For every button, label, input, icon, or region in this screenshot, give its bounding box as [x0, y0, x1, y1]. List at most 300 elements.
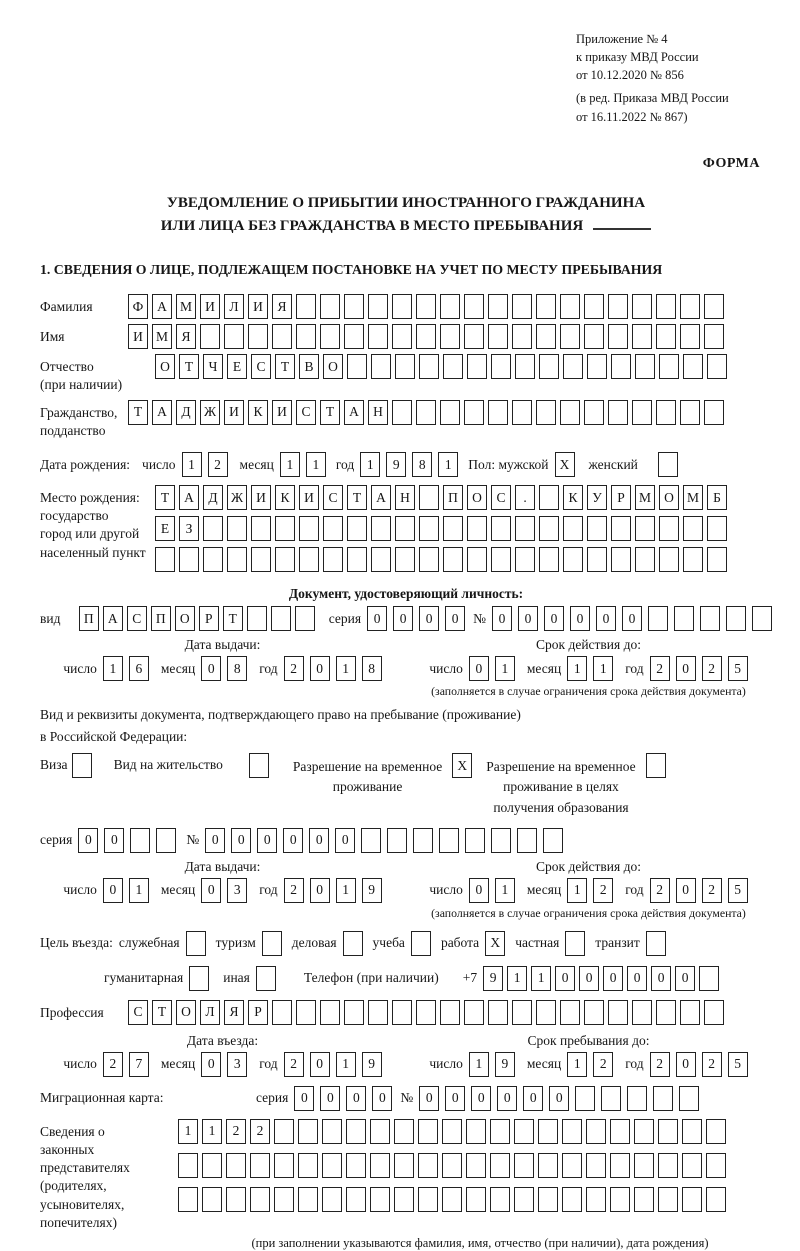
char-cell[interactable]: 9	[362, 878, 382, 903]
char-cell[interactable]: П	[443, 485, 463, 510]
char-cell[interactable]	[707, 547, 727, 572]
char-cell[interactable]: Ф	[128, 294, 148, 319]
residence-permit-checkbox[interactable]	[249, 753, 269, 778]
char-cell[interactable]	[704, 1000, 724, 1025]
char-cell[interactable]	[539, 516, 559, 541]
char-cell[interactable]	[488, 400, 508, 425]
stay-month-cells[interactable]	[567, 1052, 613, 1077]
char-cell[interactable]: 0	[419, 606, 439, 631]
char-cell[interactable]	[271, 606, 291, 631]
char-cell[interactable]	[296, 294, 316, 319]
char-cell[interactable]	[536, 1000, 556, 1025]
entry-day-cells[interactable]	[103, 1052, 149, 1077]
char-cell[interactable]	[416, 1000, 436, 1025]
purpose-official-checkbox[interactable]	[186, 931, 206, 956]
char-cell[interactable]	[440, 400, 460, 425]
char-cell[interactable]: Я	[224, 1000, 244, 1025]
char-cell[interactable]: 0	[372, 1086, 392, 1111]
entry-month-cells[interactable]	[201, 1052, 247, 1077]
char-cell[interactable]: 1	[495, 656, 515, 681]
birthplace-cells-row3[interactable]	[155, 547, 727, 572]
char-cell[interactable]: 0	[492, 606, 512, 631]
char-cell[interactable]	[646, 753, 666, 778]
char-cell[interactable]	[560, 294, 580, 319]
doc-series-cells[interactable]	[367, 606, 465, 631]
char-cell[interactable]: .	[515, 485, 535, 510]
char-cell[interactable]	[320, 324, 340, 349]
char-cell[interactable]	[275, 516, 295, 541]
char-cell[interactable]: 9	[495, 1052, 515, 1077]
char-cell[interactable]: 0	[310, 878, 330, 903]
char-cell[interactable]	[247, 606, 267, 631]
char-cell[interactable]	[634, 1119, 654, 1144]
char-cell[interactable]	[418, 1153, 438, 1178]
char-cell[interactable]	[466, 1187, 486, 1212]
char-cell[interactable]: М	[635, 485, 655, 510]
char-cell[interactable]	[344, 1000, 364, 1025]
char-cell[interactable]	[320, 294, 340, 319]
char-cell[interactable]	[394, 1187, 414, 1212]
char-cell[interactable]: 0	[596, 606, 616, 631]
char-cell[interactable]: Л	[200, 1000, 220, 1025]
char-cell[interactable]: 0	[78, 828, 98, 853]
char-cell[interactable]: 1	[202, 1119, 222, 1144]
char-cell[interactable]	[635, 516, 655, 541]
doc-number-cells[interactable]	[492, 606, 772, 631]
char-cell[interactable]	[752, 606, 772, 631]
char-cell[interactable]	[586, 1153, 606, 1178]
char-cell[interactable]	[464, 324, 484, 349]
char-cell[interactable]	[536, 400, 556, 425]
char-cell[interactable]	[347, 547, 367, 572]
char-cell[interactable]	[611, 516, 631, 541]
char-cell[interactable]: Т	[320, 400, 340, 425]
char-cell[interactable]	[683, 354, 703, 379]
purpose-work-checkbox[interactable]	[485, 931, 505, 956]
char-cell[interactable]: 2	[103, 1052, 123, 1077]
char-cell[interactable]	[411, 931, 431, 956]
char-cell[interactable]: О	[323, 354, 343, 379]
doc-issue-month-cells[interactable]	[201, 656, 247, 681]
residence-valid-day-cells[interactable]	[469, 878, 515, 903]
char-cell[interactable]: О	[175, 606, 195, 631]
purpose-humanitarian-checkbox[interactable]	[189, 966, 209, 991]
birthplace-cells-row2[interactable]	[155, 516, 727, 541]
char-cell[interactable]: 1	[306, 452, 326, 477]
birthdate-month-cells[interactable]	[280, 452, 326, 477]
char-cell[interactable]: И	[128, 324, 148, 349]
doc-type-cells[interactable]	[79, 606, 315, 631]
char-cell[interactable]	[274, 1119, 294, 1144]
migration-number-cells[interactable]	[419, 1086, 699, 1111]
char-cell[interactable]: 8	[362, 656, 382, 681]
birthplace-cells-row1[interactable]	[155, 485, 727, 510]
char-cell[interactable]	[586, 1119, 606, 1144]
char-cell[interactable]: Т	[128, 400, 148, 425]
char-cell[interactable]	[250, 1187, 270, 1212]
char-cell[interactable]: Т	[155, 485, 175, 510]
char-cell[interactable]	[562, 1153, 582, 1178]
char-cell[interactable]	[323, 516, 343, 541]
char-cell[interactable]: 0	[310, 1052, 330, 1077]
char-cell[interactable]	[584, 324, 604, 349]
char-cell[interactable]	[632, 400, 652, 425]
char-cell[interactable]: 1	[336, 1052, 356, 1077]
char-cell[interactable]: Т	[179, 354, 199, 379]
char-cell[interactable]: 5	[728, 656, 748, 681]
sex-male-checkbox[interactable]	[555, 452, 575, 477]
char-cell[interactable]: 5	[728, 1052, 748, 1077]
char-cell[interactable]	[514, 1153, 534, 1178]
residence-valid-year-cells[interactable]	[650, 878, 748, 903]
char-cell[interactable]: 1	[438, 452, 458, 477]
char-cell[interactable]	[256, 966, 276, 991]
char-cell[interactable]	[491, 354, 511, 379]
char-cell[interactable]	[575, 1086, 595, 1111]
purpose-business-checkbox[interactable]	[343, 931, 363, 956]
char-cell[interactable]: Т	[275, 354, 295, 379]
char-cell[interactable]	[274, 1187, 294, 1212]
char-cell[interactable]: 0	[549, 1086, 569, 1111]
char-cell[interactable]	[704, 400, 724, 425]
birthdate-year-cells[interactable]	[360, 452, 458, 477]
char-cell[interactable]	[248, 324, 268, 349]
char-cell[interactable]: О	[659, 485, 679, 510]
char-cell[interactable]	[539, 354, 559, 379]
char-cell[interactable]: А	[344, 400, 364, 425]
citizenship-cells[interactable]	[128, 400, 724, 425]
residence-series-cells[interactable]	[78, 828, 176, 853]
char-cell[interactable]	[611, 354, 631, 379]
char-cell[interactable]	[442, 1187, 462, 1212]
visa-checkbox[interactable]	[72, 753, 92, 778]
char-cell[interactable]	[296, 324, 316, 349]
char-cell[interactable]	[608, 400, 628, 425]
char-cell[interactable]	[442, 1119, 462, 1144]
char-cell[interactable]	[682, 1187, 702, 1212]
char-cell[interactable]	[371, 354, 391, 379]
char-cell[interactable]	[298, 1119, 318, 1144]
char-cell[interactable]: 0	[603, 966, 623, 991]
char-cell[interactable]: 1	[129, 878, 149, 903]
residence-number-cells[interactable]	[205, 828, 563, 853]
char-cell[interactable]	[560, 324, 580, 349]
char-cell[interactable]: 2	[226, 1119, 246, 1144]
legal-reps-cells-row3[interactable]	[178, 1187, 726, 1212]
char-cell[interactable]	[296, 1000, 316, 1025]
char-cell[interactable]	[683, 547, 703, 572]
char-cell[interactable]: А	[152, 294, 172, 319]
char-cell[interactable]	[200, 324, 220, 349]
char-cell[interactable]	[440, 1000, 460, 1025]
char-cell[interactable]: 0	[283, 828, 303, 853]
char-cell[interactable]: 2	[650, 878, 670, 903]
char-cell[interactable]: Т	[223, 606, 243, 631]
char-cell[interactable]: 1	[178, 1119, 198, 1144]
char-cell[interactable]: 1	[336, 656, 356, 681]
char-cell[interactable]: М	[176, 294, 196, 319]
char-cell[interactable]	[443, 354, 463, 379]
char-cell[interactable]	[442, 1153, 462, 1178]
char-cell[interactable]	[416, 400, 436, 425]
char-cell[interactable]: М	[152, 324, 172, 349]
stay-year-cells[interactable]	[650, 1052, 748, 1077]
char-cell[interactable]: Л	[224, 294, 244, 319]
char-cell[interactable]	[179, 547, 199, 572]
char-cell[interactable]	[706, 1119, 726, 1144]
char-cell[interactable]	[346, 1153, 366, 1178]
char-cell[interactable]: 1	[567, 878, 587, 903]
char-cell[interactable]	[490, 1119, 510, 1144]
char-cell[interactable]: 0	[201, 1052, 221, 1077]
char-cell[interactable]: К	[563, 485, 583, 510]
char-cell[interactable]: 1	[280, 452, 300, 477]
char-cell[interactable]: С	[323, 485, 343, 510]
char-cell[interactable]: 2	[593, 1052, 613, 1077]
char-cell[interactable]	[610, 1119, 630, 1144]
char-cell[interactable]: 1	[360, 452, 380, 477]
char-cell[interactable]	[491, 516, 511, 541]
char-cell[interactable]	[464, 400, 484, 425]
temp-permit-checkbox[interactable]	[452, 753, 472, 778]
char-cell[interactable]: Р	[611, 485, 631, 510]
char-cell[interactable]	[395, 354, 415, 379]
char-cell[interactable]	[587, 547, 607, 572]
char-cell[interactable]	[680, 400, 700, 425]
doc-issue-day-cells[interactable]	[103, 656, 149, 681]
purpose-tourism-checkbox[interactable]	[262, 931, 282, 956]
char-cell[interactable]: X	[555, 452, 575, 477]
char-cell[interactable]	[560, 400, 580, 425]
char-cell[interactable]	[416, 324, 436, 349]
char-cell[interactable]: А	[179, 485, 199, 510]
char-cell[interactable]: Р	[199, 606, 219, 631]
char-cell[interactable]: Ж	[227, 485, 247, 510]
char-cell[interactable]	[387, 828, 407, 853]
char-cell[interactable]	[659, 516, 679, 541]
char-cell[interactable]: 0	[518, 606, 538, 631]
char-cell[interactable]	[322, 1153, 342, 1178]
char-cell[interactable]	[634, 1187, 654, 1212]
char-cell[interactable]	[418, 1119, 438, 1144]
char-cell[interactable]	[465, 828, 485, 853]
char-cell[interactable]	[295, 606, 315, 631]
patronymic-cells[interactable]	[155, 354, 727, 379]
edu-permit-checkbox[interactable]	[646, 753, 666, 778]
char-cell[interactable]: 7	[129, 1052, 149, 1077]
char-cell[interactable]: 0	[419, 1086, 439, 1111]
char-cell[interactable]	[706, 1153, 726, 1178]
char-cell[interactable]: Б	[707, 485, 727, 510]
char-cell[interactable]	[371, 547, 391, 572]
char-cell[interactable]	[627, 1086, 647, 1111]
char-cell[interactable]	[186, 931, 206, 956]
profession-cells[interactable]	[128, 1000, 724, 1025]
char-cell[interactable]	[488, 1000, 508, 1025]
char-cell[interactable]: Т	[347, 485, 367, 510]
char-cell[interactable]	[682, 1153, 702, 1178]
char-cell[interactable]: 0	[310, 656, 330, 681]
char-cell[interactable]: 1	[567, 656, 587, 681]
char-cell[interactable]: А	[371, 485, 391, 510]
char-cell[interactable]: Е	[155, 516, 175, 541]
char-cell[interactable]: 0	[205, 828, 225, 853]
char-cell[interactable]	[419, 354, 439, 379]
char-cell[interactable]	[347, 354, 367, 379]
doc-valid-month-cells[interactable]	[567, 656, 613, 681]
char-cell[interactable]: И	[251, 485, 271, 510]
char-cell[interactable]	[517, 828, 537, 853]
char-cell[interactable]: Ч	[203, 354, 223, 379]
char-cell[interactable]	[656, 324, 676, 349]
char-cell[interactable]	[224, 324, 244, 349]
char-cell[interactable]	[611, 547, 631, 572]
char-cell[interactable]	[203, 516, 223, 541]
char-cell[interactable]	[346, 1119, 366, 1144]
char-cell[interactable]	[419, 547, 439, 572]
char-cell[interactable]: И	[299, 485, 319, 510]
stay-day-cells[interactable]	[469, 1052, 515, 1077]
doc-valid-day-cells[interactable]	[469, 656, 515, 681]
char-cell[interactable]: 2	[284, 1052, 304, 1077]
char-cell[interactable]: 0	[676, 878, 696, 903]
char-cell[interactable]	[343, 931, 363, 956]
char-cell[interactable]	[413, 828, 433, 853]
char-cell[interactable]: 1	[103, 656, 123, 681]
char-cell[interactable]	[659, 354, 679, 379]
char-cell[interactable]	[466, 1119, 486, 1144]
char-cell[interactable]: В	[299, 354, 319, 379]
char-cell[interactable]	[680, 294, 700, 319]
char-cell[interactable]: С	[296, 400, 316, 425]
char-cell[interactable]	[608, 1000, 628, 1025]
char-cell[interactable]	[370, 1187, 390, 1212]
char-cell[interactable]	[563, 547, 583, 572]
char-cell[interactable]	[515, 516, 535, 541]
char-cell[interactable]: 0	[445, 606, 465, 631]
char-cell[interactable]: 0	[579, 966, 599, 991]
char-cell[interactable]	[322, 1119, 342, 1144]
char-cell[interactable]	[562, 1119, 582, 1144]
char-cell[interactable]	[227, 516, 247, 541]
char-cell[interactable]	[646, 931, 666, 956]
residence-issue-year-cells[interactable]	[284, 878, 382, 903]
char-cell[interactable]: 0	[469, 656, 489, 681]
char-cell[interactable]: Е	[227, 354, 247, 379]
char-cell[interactable]	[656, 400, 676, 425]
migration-series-cells[interactable]	[294, 1086, 392, 1111]
char-cell[interactable]	[491, 547, 511, 572]
char-cell[interactable]	[543, 828, 563, 853]
char-cell[interactable]: 8	[412, 452, 432, 477]
char-cell[interactable]: А	[152, 400, 172, 425]
residence-valid-month-cells[interactable]	[567, 878, 613, 903]
char-cell[interactable]: 1	[469, 1052, 489, 1077]
char-cell[interactable]	[275, 547, 295, 572]
char-cell[interactable]	[514, 1187, 534, 1212]
char-cell[interactable]	[584, 294, 604, 319]
char-cell[interactable]	[632, 1000, 652, 1025]
char-cell[interactable]	[512, 1000, 532, 1025]
char-cell[interactable]	[538, 1119, 558, 1144]
char-cell[interactable]: 0	[346, 1086, 366, 1111]
char-cell[interactable]: 9	[362, 1052, 382, 1077]
char-cell[interactable]: 0	[523, 1086, 543, 1111]
char-cell[interactable]	[467, 547, 487, 572]
char-cell[interactable]	[586, 1187, 606, 1212]
char-cell[interactable]	[538, 1153, 558, 1178]
residence-issue-month-cells[interactable]	[201, 878, 247, 903]
char-cell[interactable]	[440, 294, 460, 319]
char-cell[interactable]: Я	[176, 324, 196, 349]
char-cell[interactable]: 0	[201, 878, 221, 903]
char-cell[interactable]	[536, 324, 556, 349]
char-cell[interactable]	[419, 485, 439, 510]
char-cell[interactable]	[515, 354, 535, 379]
char-cell[interactable]	[562, 1187, 582, 1212]
char-cell[interactable]: А	[103, 606, 123, 631]
residence-issue-day-cells[interactable]	[103, 878, 149, 903]
char-cell[interactable]	[674, 606, 694, 631]
char-cell[interactable]	[344, 324, 364, 349]
char-cell[interactable]: 1	[593, 656, 613, 681]
char-cell[interactable]	[700, 606, 720, 631]
char-cell[interactable]	[682, 1119, 702, 1144]
char-cell[interactable]: 6	[129, 656, 149, 681]
char-cell[interactable]: М	[683, 485, 703, 510]
char-cell[interactable]: 0	[104, 828, 124, 853]
char-cell[interactable]	[565, 931, 585, 956]
char-cell[interactable]	[299, 547, 319, 572]
entry-year-cells[interactable]	[284, 1052, 382, 1077]
char-cell[interactable]	[632, 294, 652, 319]
char-cell[interactable]	[250, 1153, 270, 1178]
char-cell[interactable]	[178, 1187, 198, 1212]
char-cell[interactable]	[464, 294, 484, 319]
char-cell[interactable]: 0	[676, 656, 696, 681]
char-cell[interactable]: 0	[544, 606, 564, 631]
char-cell[interactable]	[704, 324, 724, 349]
char-cell[interactable]	[512, 324, 532, 349]
char-cell[interactable]: 0	[676, 1052, 696, 1077]
char-cell[interactable]	[418, 1187, 438, 1212]
char-cell[interactable]	[707, 354, 727, 379]
char-cell[interactable]: 0	[393, 606, 413, 631]
sex-female-checkbox[interactable]	[658, 452, 678, 477]
char-cell[interactable]	[155, 547, 175, 572]
char-cell[interactable]: 2	[702, 1052, 722, 1077]
char-cell[interactable]	[632, 324, 652, 349]
char-cell[interactable]	[439, 828, 459, 853]
char-cell[interactable]	[490, 1187, 510, 1212]
char-cell[interactable]	[515, 547, 535, 572]
char-cell[interactable]	[361, 828, 381, 853]
char-cell[interactable]	[368, 1000, 388, 1025]
char-cell[interactable]: 1	[495, 878, 515, 903]
char-cell[interactable]: Н	[368, 400, 388, 425]
char-cell[interactable]	[512, 400, 532, 425]
char-cell[interactable]	[130, 828, 150, 853]
char-cell[interactable]	[467, 516, 487, 541]
firstname-cells[interactable]	[128, 324, 724, 349]
char-cell[interactable]	[178, 1153, 198, 1178]
char-cell[interactable]	[587, 516, 607, 541]
char-cell[interactable]: 2	[650, 1052, 670, 1077]
char-cell[interactable]	[156, 828, 176, 853]
char-cell[interactable]: 3	[227, 878, 247, 903]
char-cell[interactable]	[635, 354, 655, 379]
char-cell[interactable]	[251, 516, 271, 541]
